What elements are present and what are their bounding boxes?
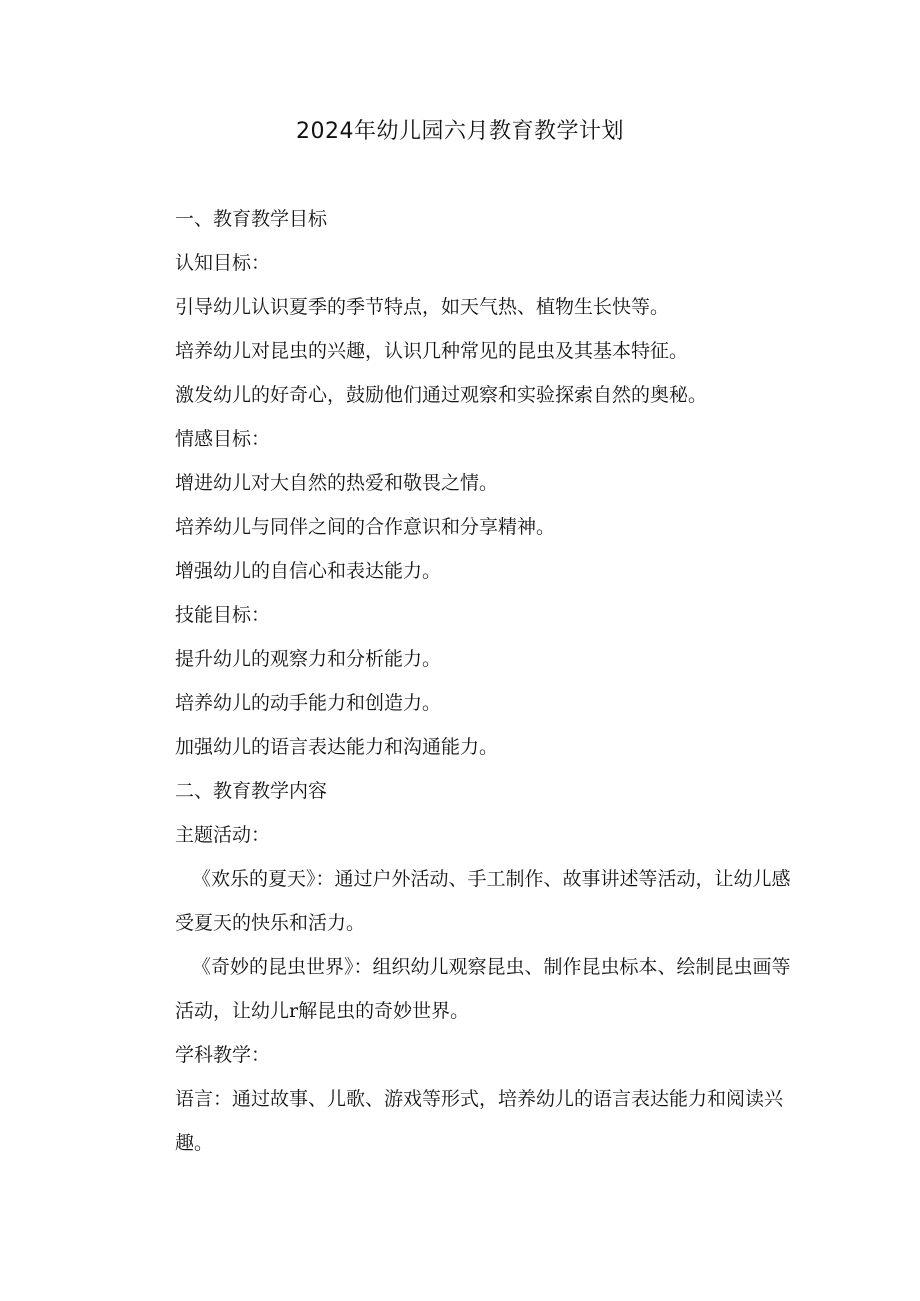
subject-language: 语言：通过故事、儿歌、游戏等形式，培养幼儿的语言表达能力和阅读兴趣。 — [175, 1088, 784, 1154]
theme-activities-label: 主题活动： — [175, 824, 271, 846]
section-heading-goals: 一、教育教学目标 — [175, 208, 328, 230]
skill-goal-3: 加强幼儿的语言表达能力和沟通能力。 — [175, 736, 499, 758]
cognitive-goals-label: 认知目标： — [175, 252, 271, 274]
subject-teaching-label: 学科教学： — [175, 1044, 271, 1066]
cognitive-goal-1: 引导幼儿认识夏季的季节特点，如天气热、植物生长快等。 — [175, 296, 670, 318]
emotion-goals-label: 情感目标： — [175, 428, 271, 450]
skill-goal-2: 培养幼儿的动手能力和创造力。 — [175, 692, 442, 714]
skill-goal-1: 提升幼儿的观察力和分析能力。 — [175, 648, 442, 670]
section-heading-content: 二、教育教学内容 — [175, 780, 328, 802]
emotion-goal-1: 增进幼儿对大自然的热爱和敬畏之情。 — [175, 472, 499, 494]
emotion-goal-3: 增强幼儿的自信心和表达能力。 — [175, 560, 442, 582]
document-title: 2024年幼儿园六月教育教学计划 — [296, 119, 624, 144]
cognitive-goal-2: 培养幼儿对昆虫的兴趣，认识几种常见的昆虫及其基本特征。 — [175, 340, 689, 362]
theme-activity-summer: 《欢乐的夏天》：通过户外活动、手工制作、故事讲述等活动，让幼儿感受夏天的快乐和活力。 — [175, 868, 791, 934]
emotion-goal-2: 培养幼儿与同伴之间的合作意识和分享精神。 — [175, 516, 556, 538]
document-body — [175, 197, 791, 1165]
cognitive-goal-3: 激发幼儿的好奇心，鼓励他们通过观察和实验探索自然的奥秘。 — [175, 384, 708, 406]
skill-goals-label: 技能目标： — [175, 604, 271, 626]
theme-activity-insects: 《奇妙的昆虫世界》：组织幼儿观察昆虫、制作昆虫标本、绘制昆虫画等活动，让幼儿r解昆虫的奇妙世界。 — [175, 956, 791, 1022]
